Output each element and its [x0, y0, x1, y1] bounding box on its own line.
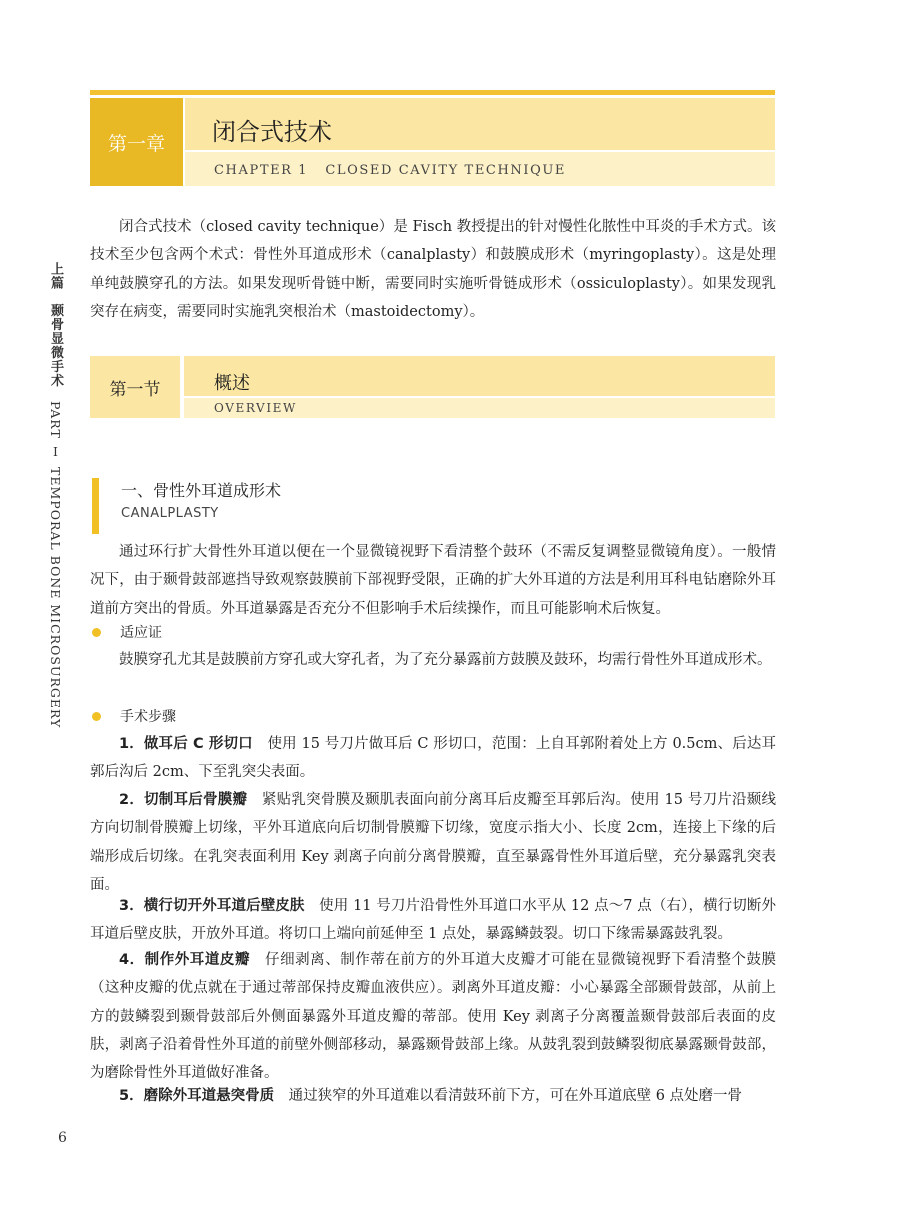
step-title: 2．切制耳后骨膜瓣: [119, 792, 248, 808]
procedure-heading: [92, 704, 176, 728]
side-running-head: [46, 262, 65, 728]
section-header: [90, 356, 775, 418]
chapter-label: 第一章: [90, 98, 183, 186]
procedure-step: [90, 892, 776, 949]
chapter-top-rule: [90, 90, 775, 95]
part-title-cn: 颞骨显微手术: [48, 303, 63, 388]
step-text: 通过狭窄的外耳道难以看清鼓环前下方，可在外耳道底壁 6 点处磨一骨: [288, 1088, 743, 1104]
part-en: PART Ⅰ: [48, 401, 63, 460]
subsection-title: 一、骨性外耳道成形术: [121, 481, 282, 500]
indications-heading: [92, 620, 162, 644]
subsection-intro: 通过环行扩大骨性外耳道以便在一个显微镜视野下看清整个鼓环（不需反复调整显微镜角度）。一般情况下，由于颞骨鼓部遮挡导致观察鼓膜前下部视野受限，正确的扩大外耳道的方法是利用耳科电钻磨除外耳道前方突出的骨质。外耳道暴露是否充分不但影响手术后续操作，而且可能影响术后恢复。: [90, 544, 776, 617]
step-text: 仔细剥离、制作蒂在前方的外耳道大皮瓣才可能在显微镜视野下看清整个鼓膜（这种皮瓣的优点就在于通过蒂部保持皮瓣血液供应）。剥离外耳道皮瓣：小心暴露全部颞骨鼓部，从前上方的鼓鳞裂到颞骨鼓部后外侧面暴露外耳道皮瓣的蒂部。使用 Key 剥离子分离覆盖颞骨鼓部后表面的皮肤，剥离子沿着骨性外耳道的前壁外侧部移动，暴露颞骨鼓部上缘。从鼓乳裂到鼓鳞裂彻底暴露颞骨鼓部，为磨除骨性外耳道做好准备。: [90, 952, 777, 1082]
step-title: 5．磨除外耳道悬突骨质: [119, 1088, 275, 1104]
subsection-accent-bar: [92, 478, 99, 534]
procedure-step: [90, 730, 776, 787]
chapter-header: [90, 90, 775, 186]
indications-text: 鼓膜穿孔尤其是鼓膜前方穿孔或大穿孔者，为了充分暴露前方鼓膜及鼓环，均需行骨性外耳道成形术。: [119, 652, 772, 668]
subsection-subtitle: CANALPLASTY: [121, 506, 219, 521]
section-title: 概述: [214, 373, 250, 394]
step-title: 3．横行切开外耳道后壁皮肤: [119, 898, 305, 914]
procedure-step: [90, 946, 776, 1087]
step-text: 使用 15 号刀片做耳后 C 形切口，范围：上自耳郭附着处上方 0.5cm、后达耳郭后沟后 2cm、下至乳突尖表面。: [90, 736, 776, 781]
step-title: 4．制作外耳道皮瓣: [119, 952, 250, 968]
part-title-en: TEMPORAL BONE MICROSURGERY: [48, 467, 63, 729]
step-text: 使用 11 号刀片沿骨性外耳道口水平从 12 点～7 点（右），横行切断外耳道后壁皮肤，开放外耳道。将切口上端向前延伸至 1 点处，暴露鳞鼓裂。切口下缘需暴露鼓乳裂。: [90, 898, 776, 943]
indications-heading-label: 适应证: [120, 625, 162, 641]
chapter-subtitle: CHAPTER 1 CLOSED CAVITY TECHNIQUE: [214, 163, 567, 178]
procedure-step: [90, 786, 776, 899]
procedure-heading-label: 手术步骤: [120, 709, 176, 725]
section-label: 第一节: [90, 356, 180, 418]
step-title: 1．做耳后 C 形切口: [119, 736, 253, 752]
chapter-title: 闭合式技术: [212, 118, 332, 146]
procedure-step: [90, 1082, 776, 1110]
part-cn: 上篇: [48, 262, 63, 290]
bullet-dot-icon: [92, 712, 101, 721]
bullet-dot-icon: [92, 628, 101, 637]
chapter-intro: 闭合式技术（closed cavity technique）是 Fisch 教授提出的针对慢性化脓性中耳炎的手术方式。该技术至少包含两个术式：骨性外耳道成形术（canalplasty）和鼓膜成形术（myringoplasty）。这是处理单纯鼓膜穿孔的方法。如果发现听骨链中断，需要同时实施听骨链成形术（ossiculoplasty）。如果发现乳突存在病变，需要同时实施乳突根治术（mastoidectomy）。: [90, 219, 776, 320]
section-subtitle: OVERVIEW: [214, 401, 297, 415]
page-number: 6: [58, 1130, 67, 1146]
section-title-band: [184, 356, 775, 396]
step-text: 紧贴乳突骨膜及颞肌表面向前分离耳后皮瓣至耳郭后沟。使用 15 号刀片沿颞线方向切制骨膜瓣上切缘，平外耳道底向后切制骨膜瓣下切缘，宽度示指大小、长度 2cm，连接上下缘的后端形成后切缘。在乳突表面利用 Key 剥离子向前分离骨膜瓣，直至暴露骨性外耳道后壁，充分暴露乳突表面。: [90, 792, 776, 893]
